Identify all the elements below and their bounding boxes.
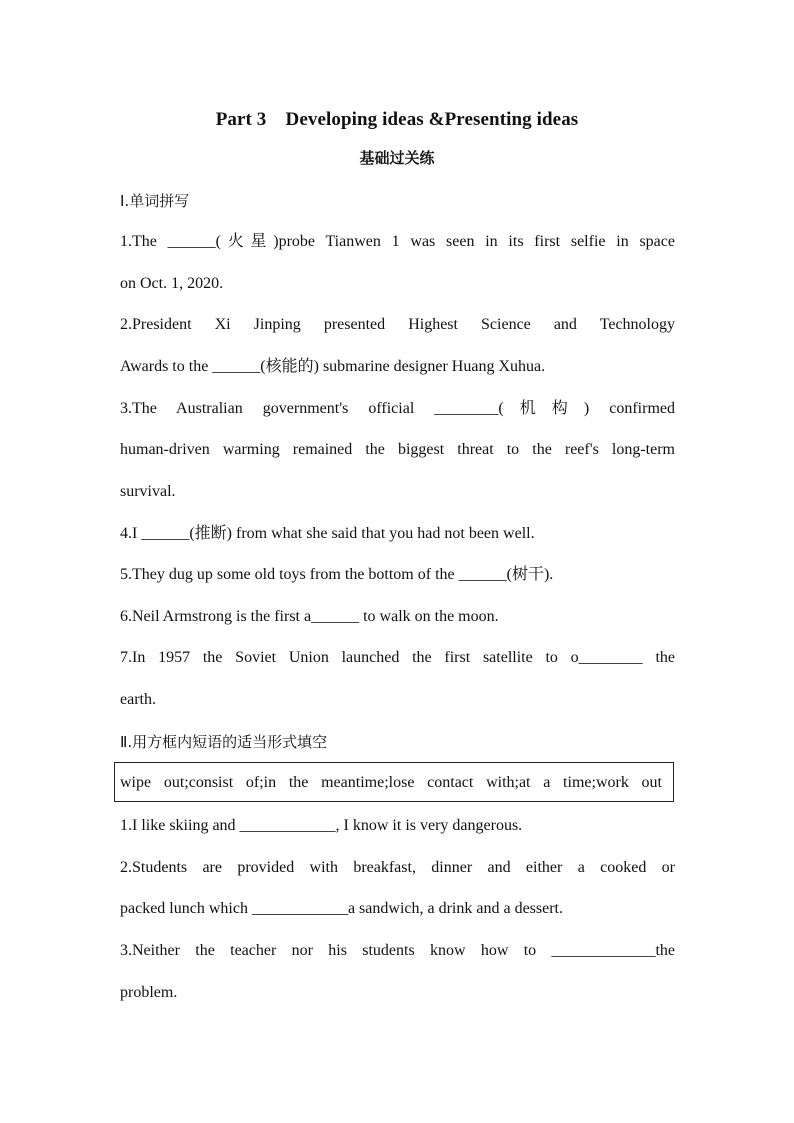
exercise-line: human-driven warming remained the biggest threat to the reef's long-term [120,441,675,458]
page-title: Part 3 Developing ideas &Presenting ideas [215,109,579,130]
exercise-line: 1.The ______(火星)probe Tianwen 1 was seen in its first selfie in space [120,233,675,250]
exercise-line: survival. [120,483,176,500]
exercise-line: 3.Neither the teacher nor his students know how to _____________the [120,942,675,959]
exercise-line: problem. [120,984,178,1001]
exercise-line: 7.In 1957 the Soviet Union launched the first satellite to o________ the [120,649,675,666]
exercise-line: earth. [120,691,156,708]
exercise-line: Awards to the ______(核能的) submarine designer Huang Xuhua. [120,358,546,375]
exercise-line: packed lunch which ____________a sandwich, a drink and a dessert. [120,900,563,917]
section-2-heading: Ⅱ.用方框内短语的适当形式填空 [120,733,328,751]
exercise-line: on Oct. 1, 2020. [120,275,224,292]
exercise-line: 6.Neil Armstrong is the first a______ to walk on the moon. [120,608,499,625]
section-1-heading: Ⅰ.单词拼写 [120,192,190,210]
page-subtitle: 基础过关练 [359,149,435,167]
phrase-box-text: wipe out;consist of;in the meantime;lose contact with;at a time;work out [120,774,662,791]
exercise-line: 2.President Xi Jinping presented Highest Science and Technology [120,316,675,333]
exercise-line: 1.I like skiing and ____________, I know it is very dangerous. [120,817,523,834]
exercise-line: 2.Students are provided with breakfast, dinner and either a cooked or [120,859,675,876]
exercise-line: 4.I ______(推断) from what she said that you had not been well. [120,525,535,542]
exercise-line: 3.The Australian government's official ________(机构) confirmed [120,400,675,417]
exercise-line: 5.They dug up some old toys from the bottom of the ______(树干). [120,566,554,583]
